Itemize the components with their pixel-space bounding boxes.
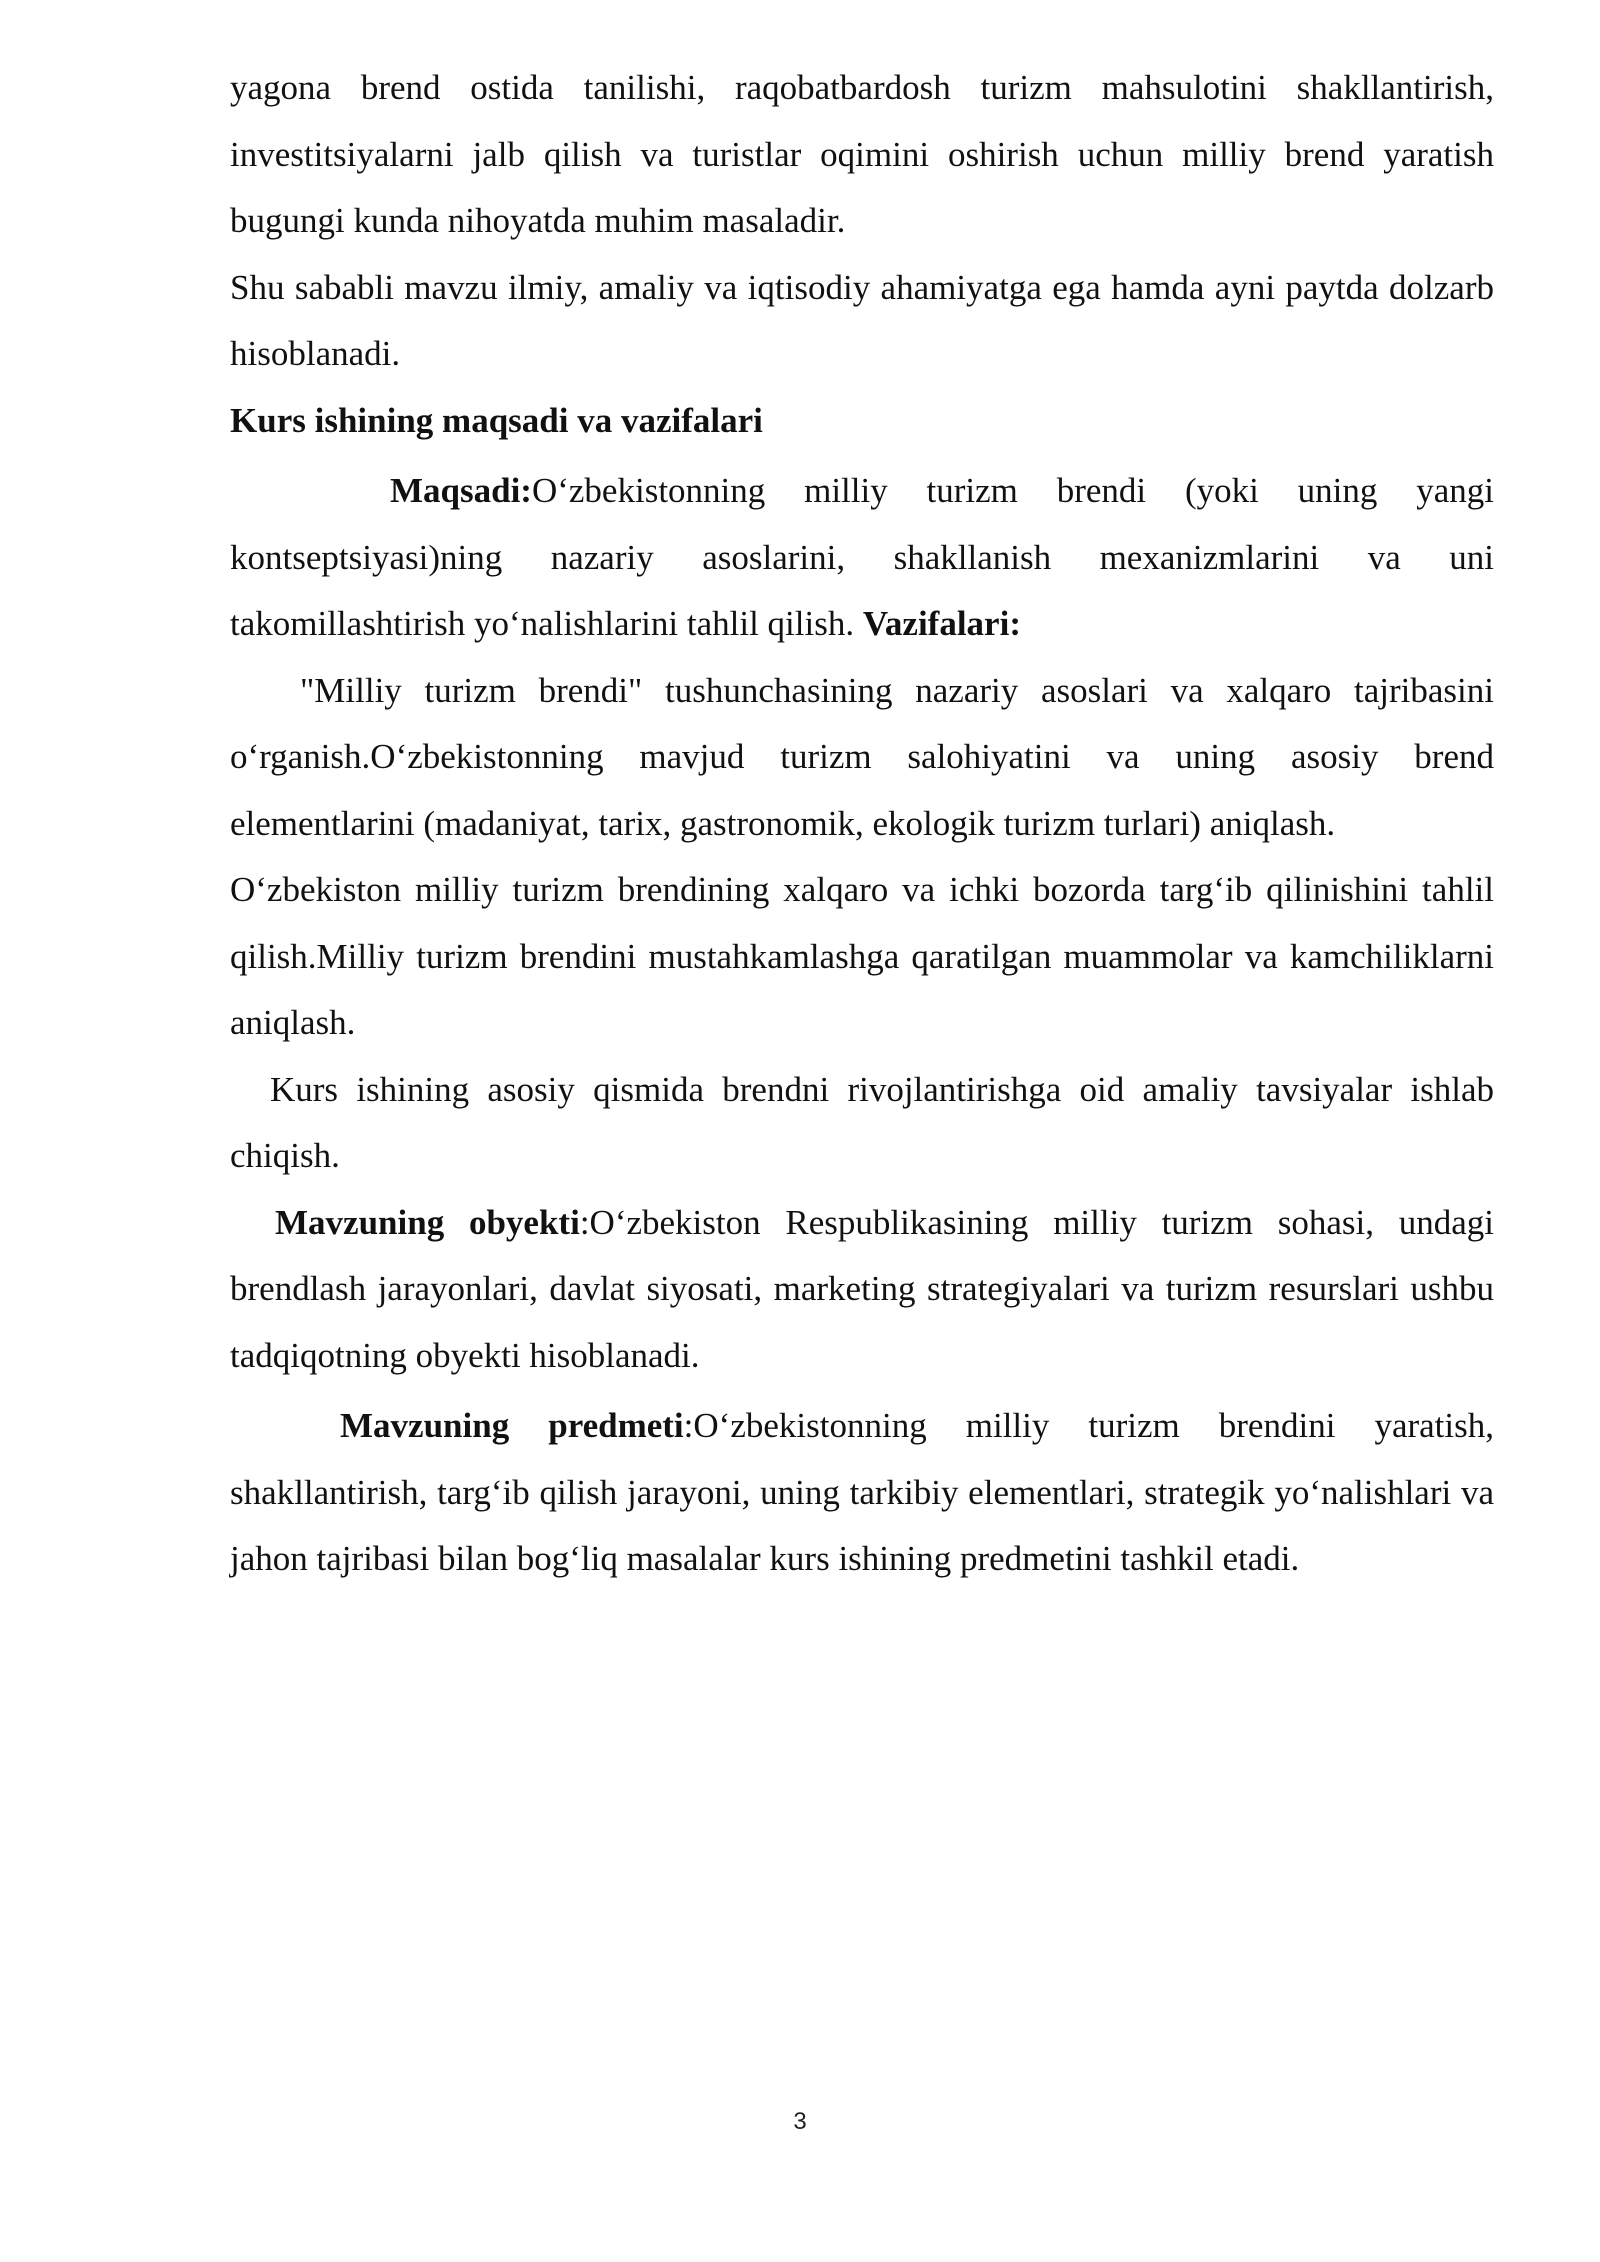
vazifalari-label: Vazifalari: bbox=[862, 604, 1021, 643]
maqsadi-text: O‘zbekistonning milliy turizm brendi (yoki uning yangi kontseptsiyasi)ning nazariy asoslarini, shakllanish mexanizmlarini va uni takomillashtirish yo‘nalishlarini tahlil qilish. bbox=[230, 471, 1494, 643]
maqsadi-label: Maqsadi: bbox=[390, 471, 532, 510]
paragraph-intro-continuation: yagona brend ostida tanilishi, raqobatbardosh turizm mahsulotini shakllantirish, investitsiyalarni jalb qilish va turistlar oqimini oshirish uchun milliy brend yaratish bugungi kunda nihoyatda muhim masaladir. bbox=[230, 68, 1494, 240]
predmeti-label: Mavzuning predmeti bbox=[340, 1406, 684, 1445]
document-page bbox=[230, 55, 1494, 1593]
paragraph-predmeti bbox=[230, 1393, 1494, 1593]
page-number: 3 bbox=[793, 2108, 807, 2135]
paragraph-vazifa-1: "Milliy turizm brendi" tushunchasining nazariy asoslari va xalqaro tajribasini o‘rganish.O‘zbekistonning mavjud turizm salohiyatini va uning asosiy brend elementlarini (madaniyat, tarix, gastronomik, ekologik turizm turlari) aniqlash. bbox=[230, 670, 1494, 843]
predmeti-text: :O‘zbekistonning milliy turizm brendini yaratish, shakllantirish, targ‘ib qilish jarayoni, uning tarkibiy elementlari, strategik yo‘nalishlari va jahon tajribasi bilan bog‘liq masalalar kurs ishining predmetini tashkil etadi. bbox=[230, 1406, 1494, 1578]
paragraph-vazifa-3: Kurs ishining asosiy qismida brendni rivojlantirishga oid amaliy tavsiyalar ishlab chiqish. bbox=[230, 1069, 1494, 1175]
obyekti-label: Mavzuning obyekti bbox=[275, 1202, 580, 1242]
obyekti-text: :O‘zbekiston Respublikasining milliy turizm sohasi, undagi brendlash jarayonlari, davlat siyosati, marketing strategiyalari va turizm resurslari ushbu tadqiqotning obyekti hisoblanadi. bbox=[230, 1202, 1494, 1375]
paragraph-vazifa-2: O‘zbekiston milliy turizm brendining xalqaro va ichki bozorda targ‘ib qilinishini tahlil qilish.Milliy turizm brendini mustahkamlashga qaratilgan muammolar va kamchiliklarni aniqlash. bbox=[230, 870, 1494, 1042]
section-heading: Kurs ishining maqsadi va vazifalari bbox=[230, 400, 763, 440]
paragraph-relevance: Shu sababli mavzu ilmiy, amaliy va iqtisodiy ahamiyatga ega hamda ayni paytda dolzarb hisoblanadi. bbox=[230, 267, 1494, 373]
paragraph-obyekti bbox=[230, 1190, 1494, 1390]
paragraph-maqsadi bbox=[230, 458, 1494, 658]
